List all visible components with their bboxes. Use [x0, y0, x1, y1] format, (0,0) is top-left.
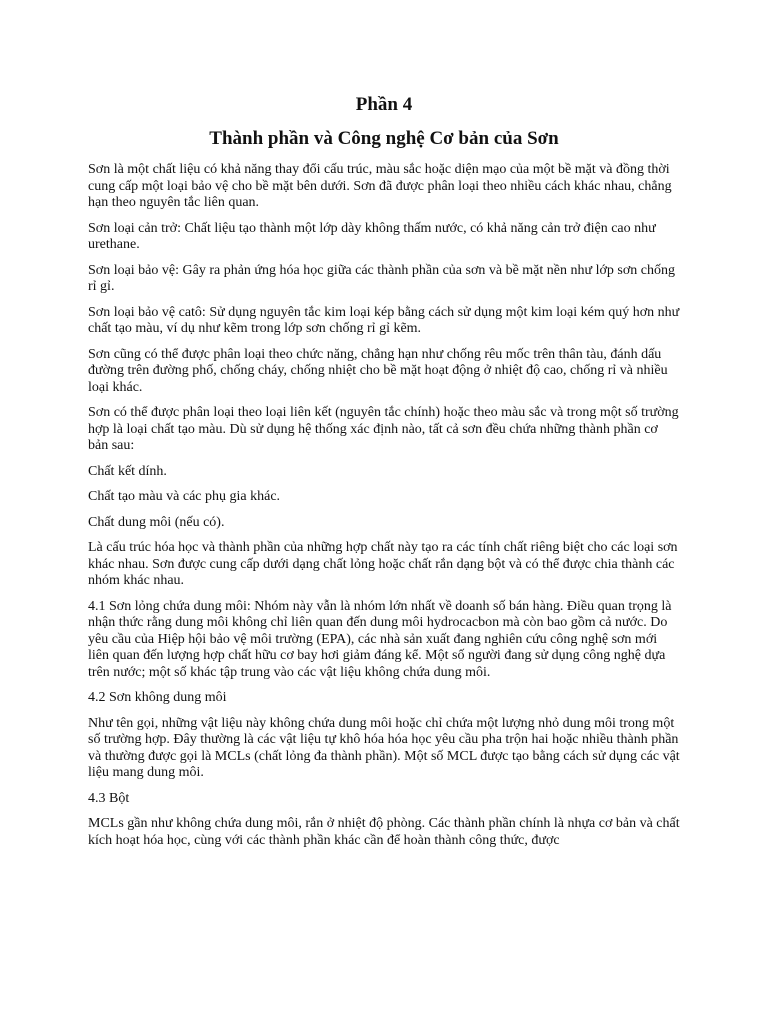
paragraph-barrier-paint: Sơn loại cản trở: Chất liệu tạo thành một lớp dày không thấm nước, có khả năng cản trở điện cao như urethane. [88, 220, 656, 252]
heading-section-4-2: 4.2 Sơn không dung môi [88, 690, 227, 705]
document-title: Thành phần và Công nghệ Cơ bản của Sơn [209, 128, 559, 149]
paragraph-section-4-1: 4.1 Sơn lỏng chứa dung môi: Nhóm này vẫn là nhóm lớn nhất về doanh số bán hàng. Điều quan trọng là nhận thức rằng dung môi không chỉ liên quan đến dung môi hydrocacbon mà còn bao gồm cả nước. Do yêu cầu của Hiệp hội bảo vệ môi trường (EPA), các nhà sản xuất đang nghiên cứu công nghệ sơn mới liên quan đến lượng hợp chất hữu cơ bay hơi giảm đáng kể. Một số người đang sử dụng công nghệ dựa trên nước; một số khác tập trung vào các vật liệu không chứa dung môi. [88, 598, 672, 680]
paragraph-section-4-3: MCLs gần như không chứa dung môi, rắn ở nhiệt độ phòng. Các thành phần chính là nhựa cơ bản và chất kích hoạt hóa học, cùng với các thành phần khác cần để hoàn thành công thức, được [88, 816, 680, 848]
document-page [88, 92, 680, 858]
paragraph-cathodic-paint: Sơn loại bảo vệ catô: Sử dụng nguyên tắc kim loại kép bằng cách sử dụng một kim loại kém quý hơn như chất tạo màu, ví dụ như kẽm trong lớp sơn chống rỉ gỉ kẽm. [88, 304, 680, 336]
heading-section-4-3: 4.3 Bột [88, 790, 130, 806]
paragraph-intro: Sơn là một chất liệu có khả năng thay đổi cấu trúc, màu sắc hoặc diện mạo của một bề mặt và đồng thời cung cấp một loại bảo vệ cho bề mặt bên dưới. Sơn đã được phân loại theo nhiều cách khác nhau, chẳng hạn theo nguyên tắc liên quan. [88, 162, 672, 210]
paragraph-function-classification: Sơn cũng có thể được phân loại theo chức năng, chẳng hạn như chống rêu mốc trên thân tàu, đánh dấu đường trên đường phố, chống cháy, chống nhiệt cho bề mặt hoạt động ở nhiệt độ cao, chống rỉ và nhiều loại khác. [88, 346, 668, 395]
list-item-solvent: Chất dung môi (nếu có). [88, 514, 225, 530]
paragraph-protective-paint: Sơn loại bảo vệ: Gây ra phản ứng hóa học giữa các thành phần của sơn và bề mặt nền như lớp sơn chống rỉ gỉ. [88, 262, 675, 294]
list-item-pigment: Chất tạo màu và các phụ gia khác. [88, 489, 281, 504]
part-heading: Phần 4 [355, 94, 413, 115]
paragraph-binding-classification: Sơn có thể được phân loại theo loại liên kết (nguyên tắc chính) hoặc theo màu sắc và trong một số trường hợp là loại chất tạo màu. Dù sử dụng hệ thống xác định nào, tất cả sơn đều chứa những thành phần cơ bản sau: [88, 405, 679, 453]
paragraph-chemical-structure: Là cấu trúc hóa học và thành phần của những hợp chất này tạo ra các tính chất riêng biệt cho các loại sơn khác nhau. Sơn được cung cấp dưới dạng chất lỏng hoặc chất rắn dạng bột và có thể được chia thành các nhóm khác nhau. [88, 540, 678, 588]
paragraph-section-4-2: Như tên gọi, những vật liệu này không chứa dung môi hoặc chỉ chứa một lượng nhỏ dung môi trong một số trường hợp. Đây thường là các vật liệu tự khô hóa hóa học yêu cầu pha trộn hai hoặc nhiều thành phần và thường được gọi là MCLs (chất lỏng đa thành phần). Một số MCL được tạo bằng cách sử dụng các vật liệu mang dung môi. [88, 715, 680, 780]
list-item-binder: Chất kết dính. [88, 463, 167, 479]
